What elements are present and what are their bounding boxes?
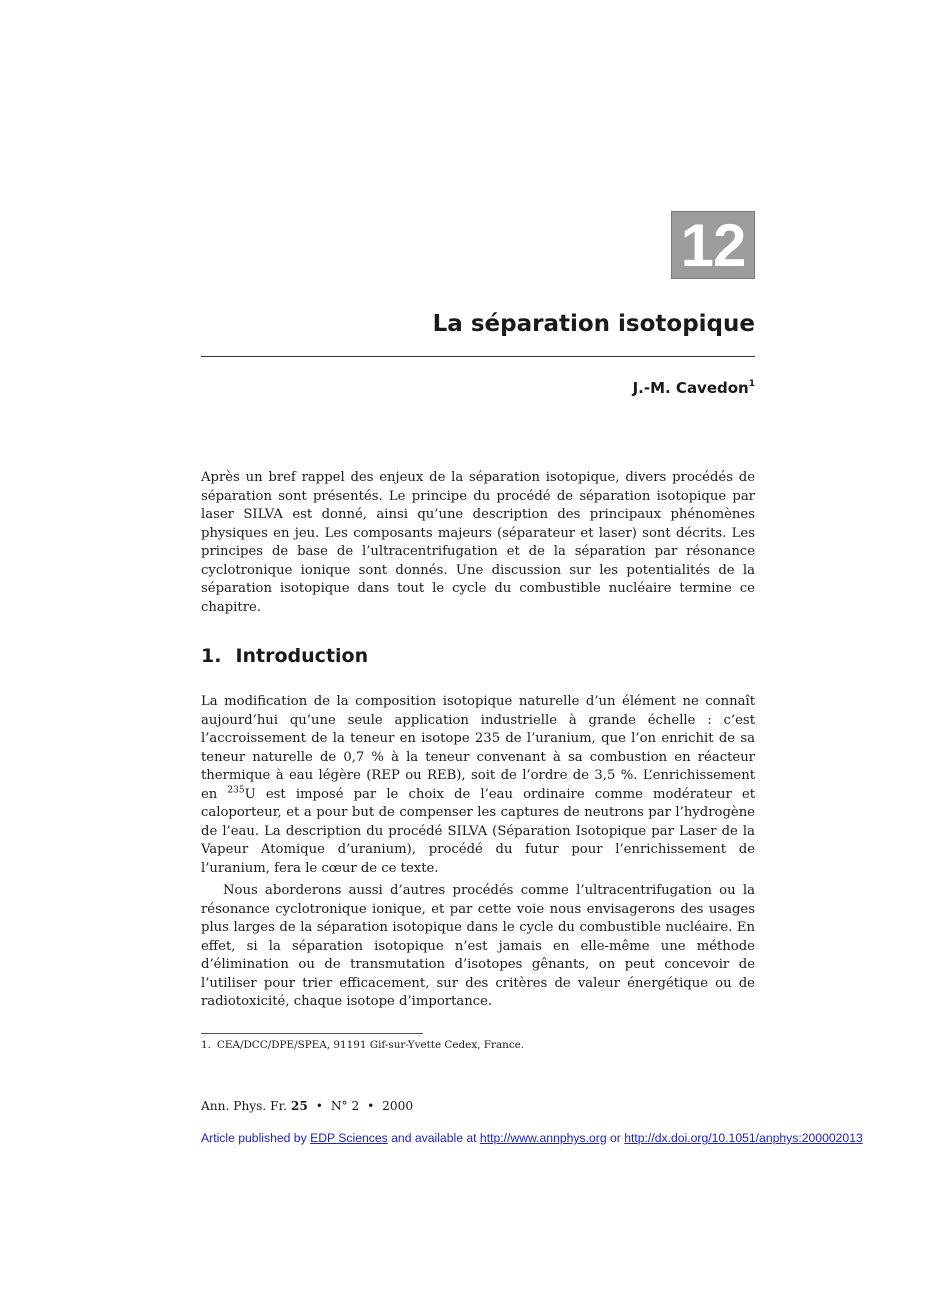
publisher-line — [201, 1131, 863, 1145]
separator-dot: • — [315, 1099, 323, 1113]
publisher-prefix: Article published by — [201, 1131, 311, 1145]
separator-dot: • — [367, 1099, 375, 1113]
journal-name: Ann. Phys. Fr. — [201, 1099, 288, 1113]
footnote-text: CEA/DCC/DPE/SPEA, 91191 Gif-sur-Yvette Cedex, France. — [216, 1039, 525, 1051]
abstract: Après un bref rappel des enjeux de la séparation isotopique, divers procédés de séparation sont présentés. Le principe du procédé de séparation isotopique par laser SILVA est donné, ainsi qu’une description des principaux phénomènes physiques en jeu. Les composants majeurs (séparateur et laser) sont décrits. Les principes de base de l’ultracentrifugation et de la séparation par résonance cyclotronique ionique sont donnés. Une discussion sur les potentialités de la séparation isotopique dans tout le cycle du combustible nucléaire termine ce chapitre. — [201, 470, 755, 615]
chapter-number-badge: 12 — [671, 211, 755, 279]
publisher-middle-text: and available at — [387, 1131, 480, 1145]
journal-volume: 25 — [290, 1099, 308, 1113]
doi-link[interactable]: http://dx.doi.org/10.1051/anphys:200002013 — [624, 1131, 863, 1145]
introduction-body — [201, 693, 755, 1012]
paragraph-1-part-a: La modification de la composition isotopique naturelle d’un élément ne connaît aujourd’hui qu’une seule application industrielle à grande échelle : c’est l’accroissement de la teneur en isotope 235 de l’uranium, que l’on enrichit de sa teneur naturelle de 0,7 % à la teneur convenant à sa combustion en réacteur thermique à eau légère (REP ou REB), soit de l’ordre de 3,5 %. L’enrichissement en — [201, 694, 755, 802]
publisher-link[interactable]: EDP Sciences — [310, 1131, 388, 1145]
title-divider — [201, 356, 755, 357]
footnote-divider — [201, 1033, 423, 1034]
paragraph-1 — [201, 693, 755, 878]
isotope-superscript: 235 — [227, 785, 245, 796]
paragraph-2: Nous aborderons aussi d’autres procédés comme l’ultracentrifugation ou la résonance cyclotronique ionique, et par cette voie nous envisagerons des usages plus larges de la séparation isotopique dans le cycle du combustible nucléaire. En effet, si la séparation isotopique n’est jamais en elle-même une méthode d’élimination ou de transmutation d’isotopes gênants, on peut concevoir de l’utiliser pour trier efficacement, sur des critères de valeur énergétique ou de radiotoxicité, chaque isotope d’importance. — [201, 883, 755, 1009]
journal-website-link[interactable]: http://www.annphys.org — [479, 1131, 607, 1145]
journal-reference — [201, 1099, 413, 1113]
journal-issue: N° 2 — [330, 1099, 360, 1113]
author-name: J.-M. Cavedon — [632, 379, 749, 397]
chapter-title: La séparation isotopique — [432, 311, 755, 337]
footnote-mark: 1. — [201, 1039, 211, 1051]
publisher-or-text: or — [606, 1131, 625, 1145]
author-footnote-mark: 1 — [748, 379, 755, 389]
section-number: 1. — [201, 645, 222, 667]
journal-year: 2000 — [382, 1099, 414, 1113]
paragraph-1-part-b: U est imposé par le choix de l’eau ordinaire comme modérateur et caloporteur, et a pour but de compenser les captures de neutrons par l’hydrogène de l’eau. La description du procédé SILVA (Séparation Isotopique par Laser de la Vapeur Atomique d’uranium), procédé du futur pour l’enrichissement de l’uranium, fera le cœur de ce texte. — [201, 786, 755, 876]
section-heading — [201, 645, 368, 667]
section-title: Introduction — [235, 645, 369, 667]
author-line — [633, 379, 755, 397]
footnote — [201, 1039, 524, 1051]
